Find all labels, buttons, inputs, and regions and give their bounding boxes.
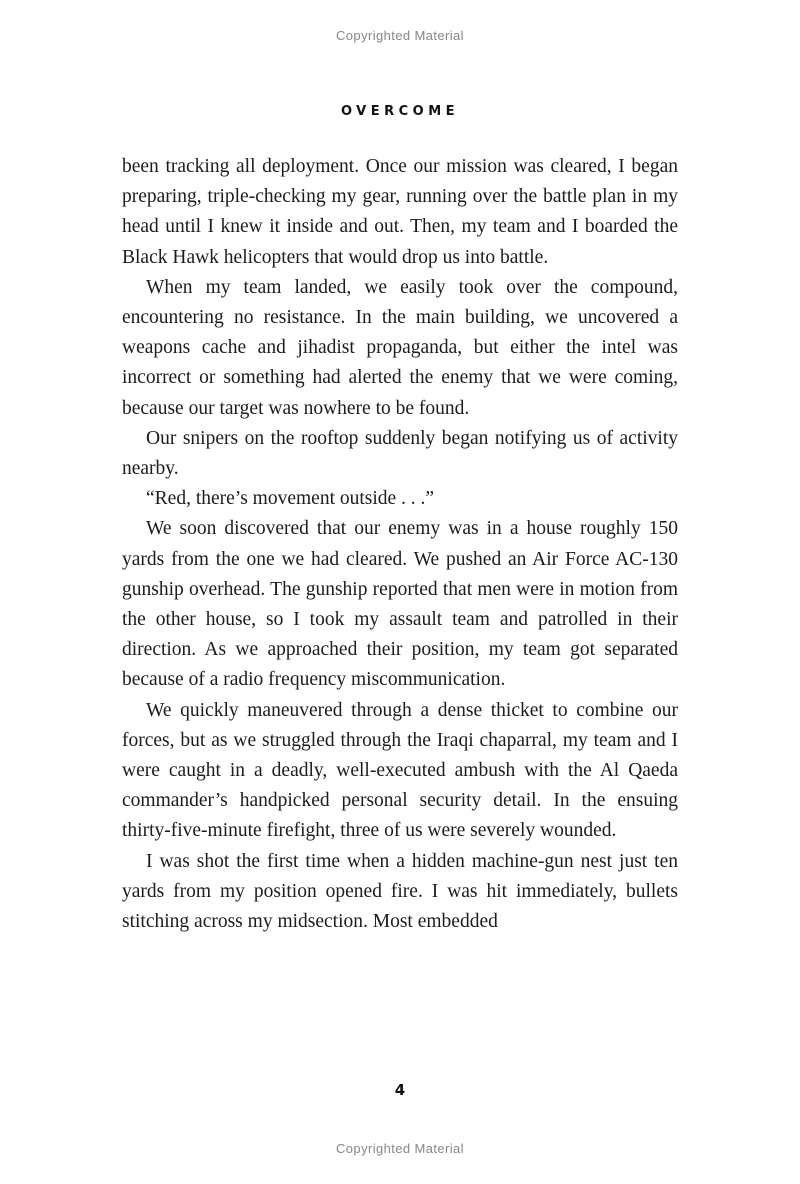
body-paragraph: When my team landed, we easily took over the compound, encountering no resistance. In the main building, we uncovered a weapons cache and jihadist propaganda, but either the intel was incorrect or something had alerted the enemy that we were coming, because our target was nowhere to be found. [122, 276, 678, 419]
body-text [122, 152, 678, 937]
chapter-running-head: OVERCOME [340, 104, 460, 119]
body-paragraph: Our snipers on the rooftop suddenly began notifying us of activity nearby. [122, 427, 678, 480]
body-paragraph: been tracking all deployment. Once our mission was cleared, I began preparing, triple-checking my gear, running over the battle plan in my head until I knew it inside and out. Then, my team and I boarded the Black Hawk helicopters that would drop us into battle. [122, 156, 678, 268]
body-paragraph: I was shot the first time when a hidden machine-gun nest just ten yards from my position opened fire. I was hit immediately, bullets stitching across my midsection. Most embedded [122, 850, 678, 933]
copyright-notice-bottom: Copyrighted Material [336, 1141, 464, 1156]
body-paragraph: “Red, there’s movement outside . . .” [146, 488, 435, 510]
copyright-notice-top: Copyrighted Material [336, 28, 464, 43]
body-paragraph: We quickly maneuvered through a dense thicket to combine our forces, but as we struggled through the Iraqi chaparral, my team and I were caught in a deadly, well-executed ambush with the Al Qaeda commander’s handpicked personal security detail. In the ensuing thirty-five-minute firefight, three of us were severely wounded. [122, 699, 678, 842]
body-paragraph: We soon discovered that our enemy was in a house roughly 150 yards from the one we had cleared. We pushed an Air Force AC-130 gunship overhead. The gunship reported that men were in motion from the other house, so I took my assault team and patrolled in their direction. As we approached their position, my team got separated because of a radio frequency miscommunication. [122, 518, 678, 691]
page-number: 4 [394, 1081, 406, 1099]
